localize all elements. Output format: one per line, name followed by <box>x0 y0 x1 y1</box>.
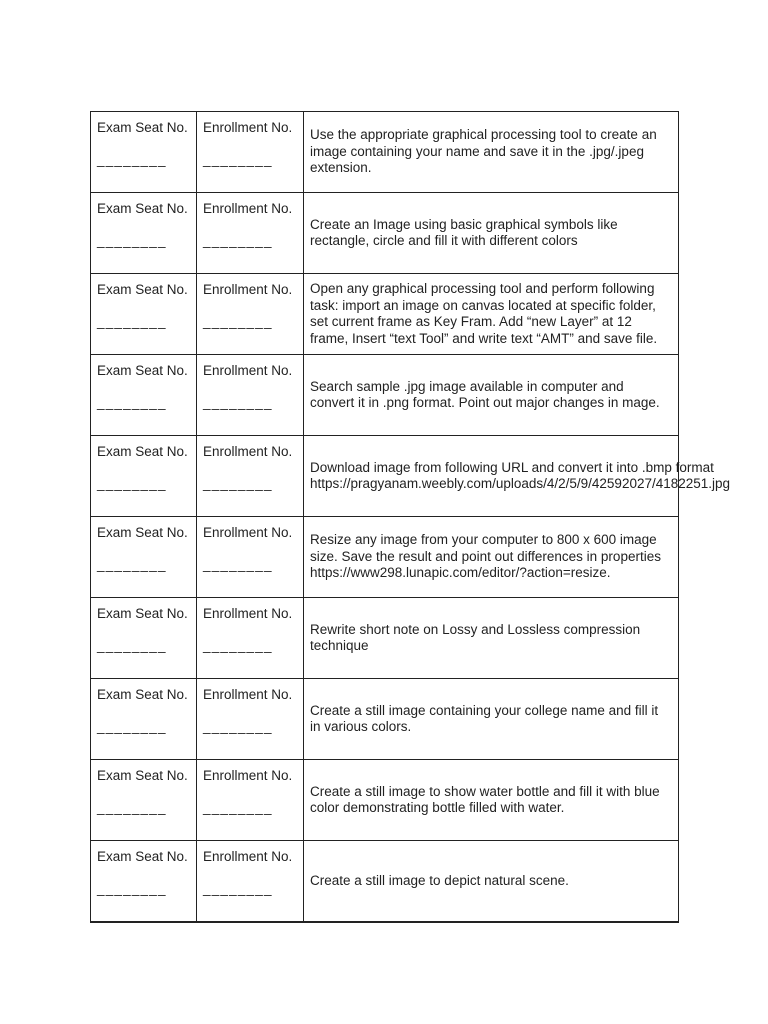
task-cell <box>304 841 679 923</box>
enrollment-blank: ________ <box>203 476 273 491</box>
task-text: Search sample .jpg image available in computer and convert it in .png format. Point out major changes in mage. <box>310 378 660 410</box>
enrollment-cell <box>197 112 304 193</box>
enrollment-label: Enrollment No. <box>203 120 293 135</box>
exam-seat-cell <box>91 436 197 517</box>
enrollment-cell <box>197 679 304 760</box>
task-cell <box>304 193 679 274</box>
enrollment-cell <box>197 436 304 517</box>
enrollment-cell <box>197 841 304 923</box>
task-cell <box>304 112 679 193</box>
exam-seat-blank: ________ <box>97 881 167 896</box>
assignment-rows <box>91 112 731 923</box>
exam-seat-label: Exam Seat No. <box>97 444 188 459</box>
task-cell <box>304 274 679 355</box>
assignment-sheet <box>90 111 731 923</box>
table-row <box>91 112 679 193</box>
enrollment-label: Enrollment No. <box>203 444 293 459</box>
task-text: Create a still image containing your college name and fill it in various colors. <box>310 702 659 734</box>
enrollment-blank: ________ <box>203 233 273 248</box>
exam-seat-cell <box>91 598 197 679</box>
enrollment-label: Enrollment No. <box>203 282 293 297</box>
exam-seat-cell <box>91 274 197 355</box>
table-row <box>91 355 679 436</box>
table-row <box>91 193 679 274</box>
exam-seat-label: Exam Seat No. <box>97 282 188 297</box>
enrollment-label: Enrollment No. <box>203 525 293 540</box>
enrollment-label: Enrollment No. <box>203 201 293 216</box>
task-cell <box>304 436 731 517</box>
exam-seat-cell <box>91 841 197 923</box>
exam-seat-cell <box>91 517 197 598</box>
exam-seat-blank: ________ <box>97 557 167 572</box>
task-cell <box>304 679 679 760</box>
assignment-table <box>90 111 731 923</box>
exam-seat-label: Exam Seat No. <box>97 201 188 216</box>
enrollment-label: Enrollment No. <box>203 363 293 378</box>
task-text: Create an Image using basic graphical symbols like rectangle, circle and fill it with different colors <box>310 216 618 248</box>
exam-seat-label: Exam Seat No. <box>97 363 188 378</box>
enrollment-blank: ________ <box>203 800 273 815</box>
enrollment-blank: ________ <box>203 638 273 653</box>
task-cell <box>304 598 679 679</box>
task-text: Download image from following URL and convert it into .bmp format https://pragyanam.weebly.com/uploads/4/2/5/9/42592027/4182251.jpg <box>310 459 731 491</box>
task-text: Resize any image from your computer to 800 x 600 image size. Save the result and point out differences in properties https://www298.lunapic.com/editor/?action=resize. <box>310 532 661 581</box>
exam-seat-blank: ________ <box>97 719 167 734</box>
exam-seat-cell <box>91 355 197 436</box>
enrollment-cell <box>197 193 304 274</box>
task-cell <box>304 517 679 598</box>
table-row <box>91 841 679 923</box>
enrollment-blank: ________ <box>203 395 273 410</box>
exam-seat-label: Exam Seat No. <box>97 768 188 783</box>
enrollment-label: Enrollment No. <box>203 849 293 864</box>
enrollment-label: Enrollment No. <box>203 687 293 702</box>
task-text: Create a still image to show water bottle and fill it with blue color demonstrating bottle filled with water. <box>310 783 660 815</box>
enrollment-cell <box>197 598 304 679</box>
table-row <box>91 274 679 355</box>
task-text: Use the appropriate graphical processing tool to create an image containing your name and save it in the .jpg/.jpeg extension. <box>310 127 657 176</box>
exam-seat-label: Exam Seat No. <box>97 849 188 864</box>
exam-seat-blank: ________ <box>97 638 167 653</box>
task-text: Rewrite short note on Lossy and Lossless compression technique <box>310 621 641 653</box>
enrollment-cell <box>197 274 304 355</box>
task-text: Create a still image to depict natural scene. <box>310 872 569 888</box>
exam-seat-cell <box>91 760 197 841</box>
enrollment-cell <box>197 760 304 841</box>
table-row <box>91 436 679 517</box>
table-row <box>91 760 679 841</box>
table-row <box>91 517 679 598</box>
enrollment-blank: ________ <box>203 314 273 329</box>
enrollment-blank: ________ <box>203 557 273 572</box>
exam-seat-label: Exam Seat No. <box>97 120 188 135</box>
exam-seat-label: Exam Seat No. <box>97 687 188 702</box>
task-cell <box>304 760 679 841</box>
exam-seat-blank: ________ <box>97 152 167 167</box>
exam-seat-blank: ________ <box>97 395 167 410</box>
enrollment-cell <box>197 517 304 598</box>
task-cell <box>304 355 679 436</box>
task-text: Open any graphical processing tool and perform following task: import an image on canvas located at specific folder, set current frame as Key Fram. Add “new Layer” at 12 frame, Insert “text Tool” and write text “AMT” and save file. <box>310 281 658 346</box>
exam-seat-blank: ________ <box>97 314 167 329</box>
table-row <box>91 679 679 760</box>
exam-seat-cell <box>91 112 197 193</box>
enrollment-label: Enrollment No. <box>203 606 293 621</box>
enrollment-label: Enrollment No. <box>203 768 293 783</box>
exam-seat-cell <box>91 193 197 274</box>
enrollment-cell <box>197 355 304 436</box>
exam-seat-cell <box>91 679 197 760</box>
exam-seat-blank: ________ <box>97 233 167 248</box>
enrollment-blank: ________ <box>203 881 273 896</box>
exam-seat-blank: ________ <box>97 800 167 815</box>
exam-seat-label: Exam Seat No. <box>97 525 188 540</box>
enrollment-blank: ________ <box>203 152 273 167</box>
enrollment-blank: ________ <box>203 719 273 734</box>
table-row <box>91 598 679 679</box>
exam-seat-blank: ________ <box>97 476 167 491</box>
exam-seat-label: Exam Seat No. <box>97 606 188 621</box>
